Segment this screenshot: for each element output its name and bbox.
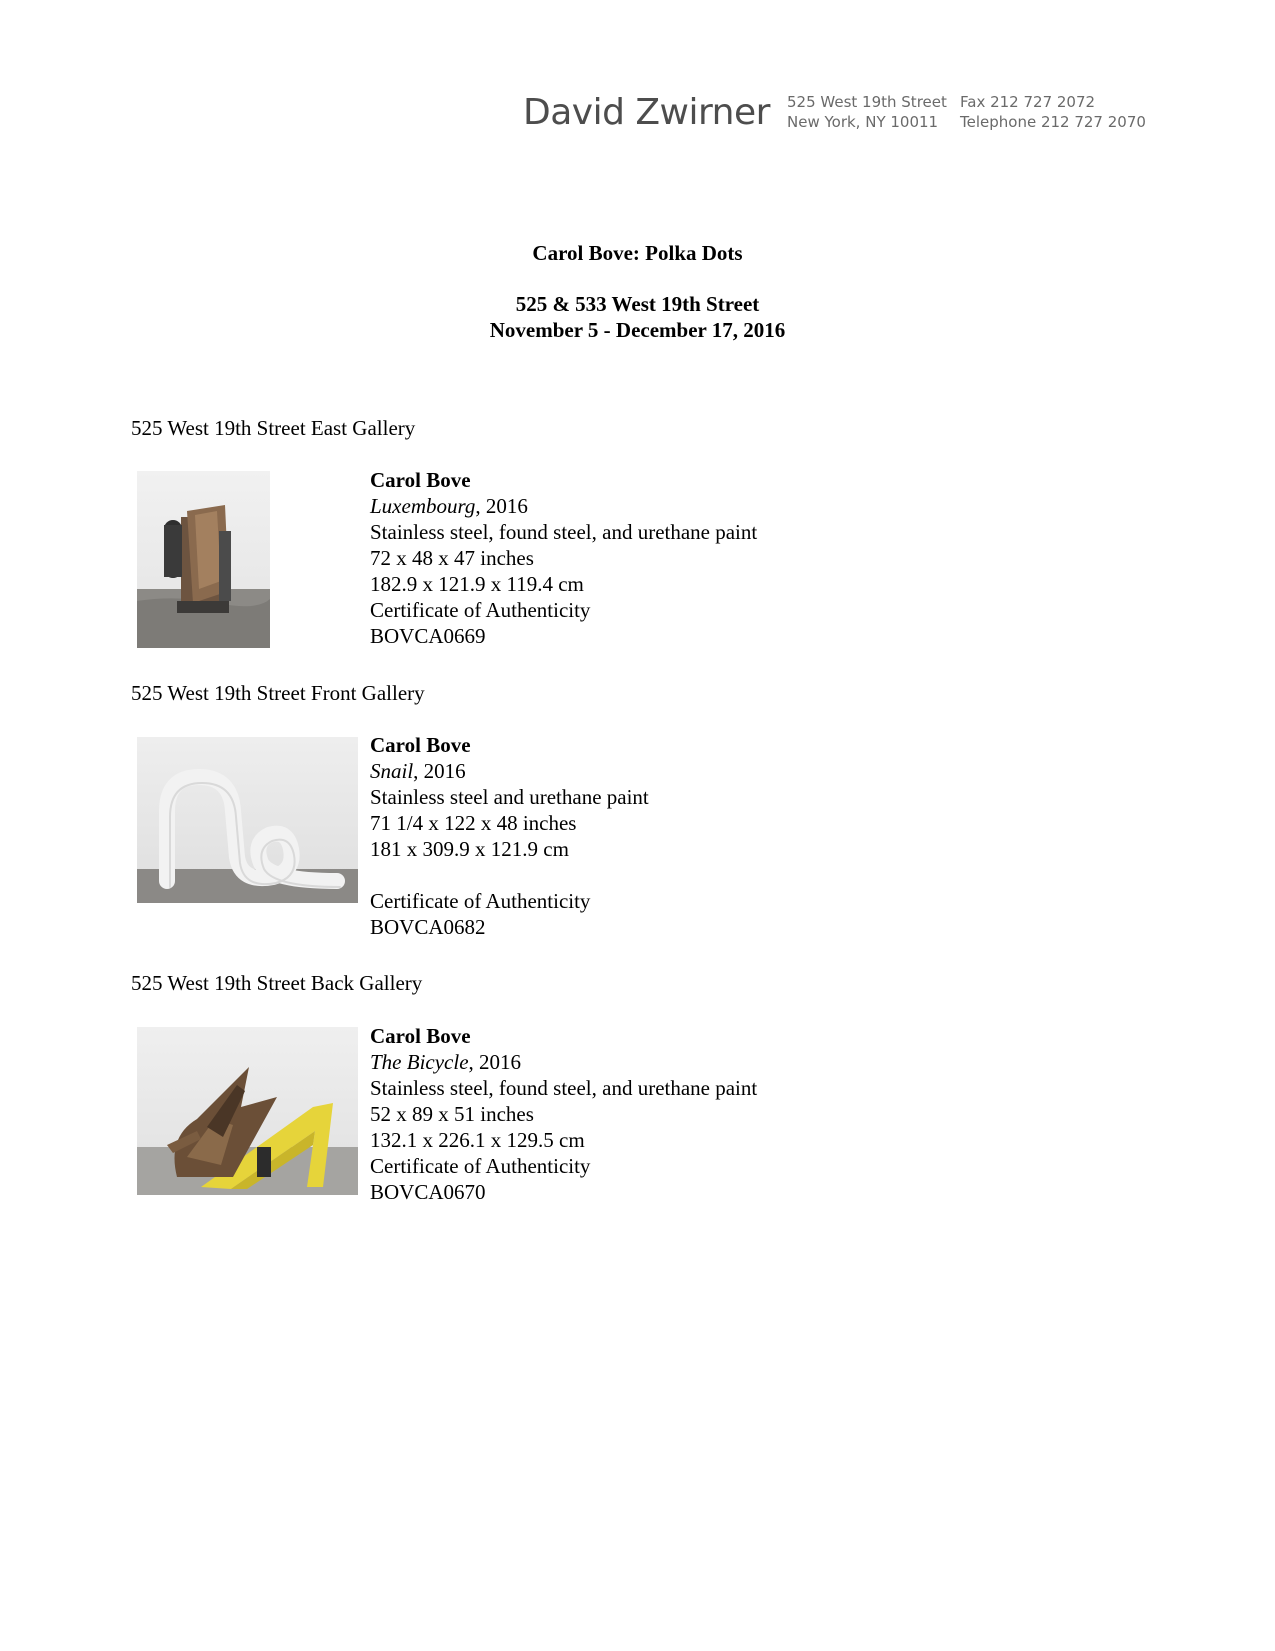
artwork-title: Snail <box>370 759 414 783</box>
dimensions-inches: 72 x 48 x 47 inches <box>370 546 534 570</box>
dimensions-cm: 182.9 x 121.9 x 119.4 cm <box>370 572 584 596</box>
letterhead-address <box>787 92 947 132</box>
artwork-year: , 2016 <box>468 1050 522 1074</box>
certificate-note: Certificate of Authenticity <box>370 1154 591 1178</box>
artwork-caption-2 <box>370 732 649 940</box>
inventory-number: BOVCA0670 <box>370 1180 486 1204</box>
title-year <box>370 1049 757 1075</box>
certificate-note: Certificate of Authenticity <box>370 889 591 913</box>
address-line-1: 525 West 19th Street <box>787 93 947 111</box>
gallery-logo: David Zwirner <box>523 92 770 133</box>
fax-number: Fax 212 727 2072 <box>960 93 1096 111</box>
dimensions-inches: 52 x 89 x 51 inches <box>370 1102 534 1126</box>
telephone-number: Telephone 212 727 2070 <box>960 113 1146 131</box>
artwork-title: The Bicycle <box>370 1050 469 1074</box>
artwork-image-snail <box>137 737 358 903</box>
section-heading-front-gallery: 525 West 19th Street Front Gallery <box>131 681 425 705</box>
letterhead-contact <box>960 92 1146 132</box>
inventory-number: BOVCA0682 <box>370 915 486 939</box>
exhibition-title: Carol Bove: Polka Dots <box>532 241 743 265</box>
dimensions-inches: 71 1/4 x 122 x 48 inches <box>370 811 577 835</box>
dimensions-cm: 181 x 309.9 x 121.9 cm <box>370 837 569 861</box>
artwork-image-the-bicycle <box>137 1027 358 1195</box>
artwork-year: , 2016 <box>413 759 466 783</box>
artwork-year: , 2016 <box>475 494 528 518</box>
section-heading-back-gallery: 525 West 19th Street Back Gallery <box>131 971 423 995</box>
address-line-2: New York, NY 10011 <box>787 113 939 131</box>
artwork-caption-1 <box>370 467 757 649</box>
artwork-title: Luxembourg <box>370 494 476 518</box>
artwork-image-luxembourg <box>137 471 270 648</box>
exhibition-location: 525 & 533 West 19th Street <box>515 292 760 316</box>
artwork-medium: Stainless steel and urethane paint <box>370 785 649 809</box>
artwork-medium: Stainless steel, found steel, and urethane paint <box>370 520 758 544</box>
artwork-caption-3 <box>370 1023 757 1205</box>
certificate-note: Certificate of Authenticity <box>370 598 591 622</box>
dimensions-cm: 132.1 x 226.1 x 129.5 cm <box>370 1128 585 1152</box>
artist-name: Carol Bove <box>370 1024 471 1048</box>
section-heading-east-gallery: 525 West 19th Street East Gallery <box>131 416 416 440</box>
title-year <box>370 758 649 784</box>
letterhead <box>523 92 1146 142</box>
artwork-medium: Stainless steel, found steel, and urethane paint <box>370 1076 758 1100</box>
exhibition-header <box>0 240 1275 343</box>
exhibition-dates: November 5 - December 17, 2016 <box>489 318 786 342</box>
artist-name: Carol Bove <box>370 468 471 492</box>
title-year <box>370 493 757 519</box>
inventory-number: BOVCA0669 <box>370 624 486 648</box>
artist-name: Carol Bove <box>370 733 471 757</box>
